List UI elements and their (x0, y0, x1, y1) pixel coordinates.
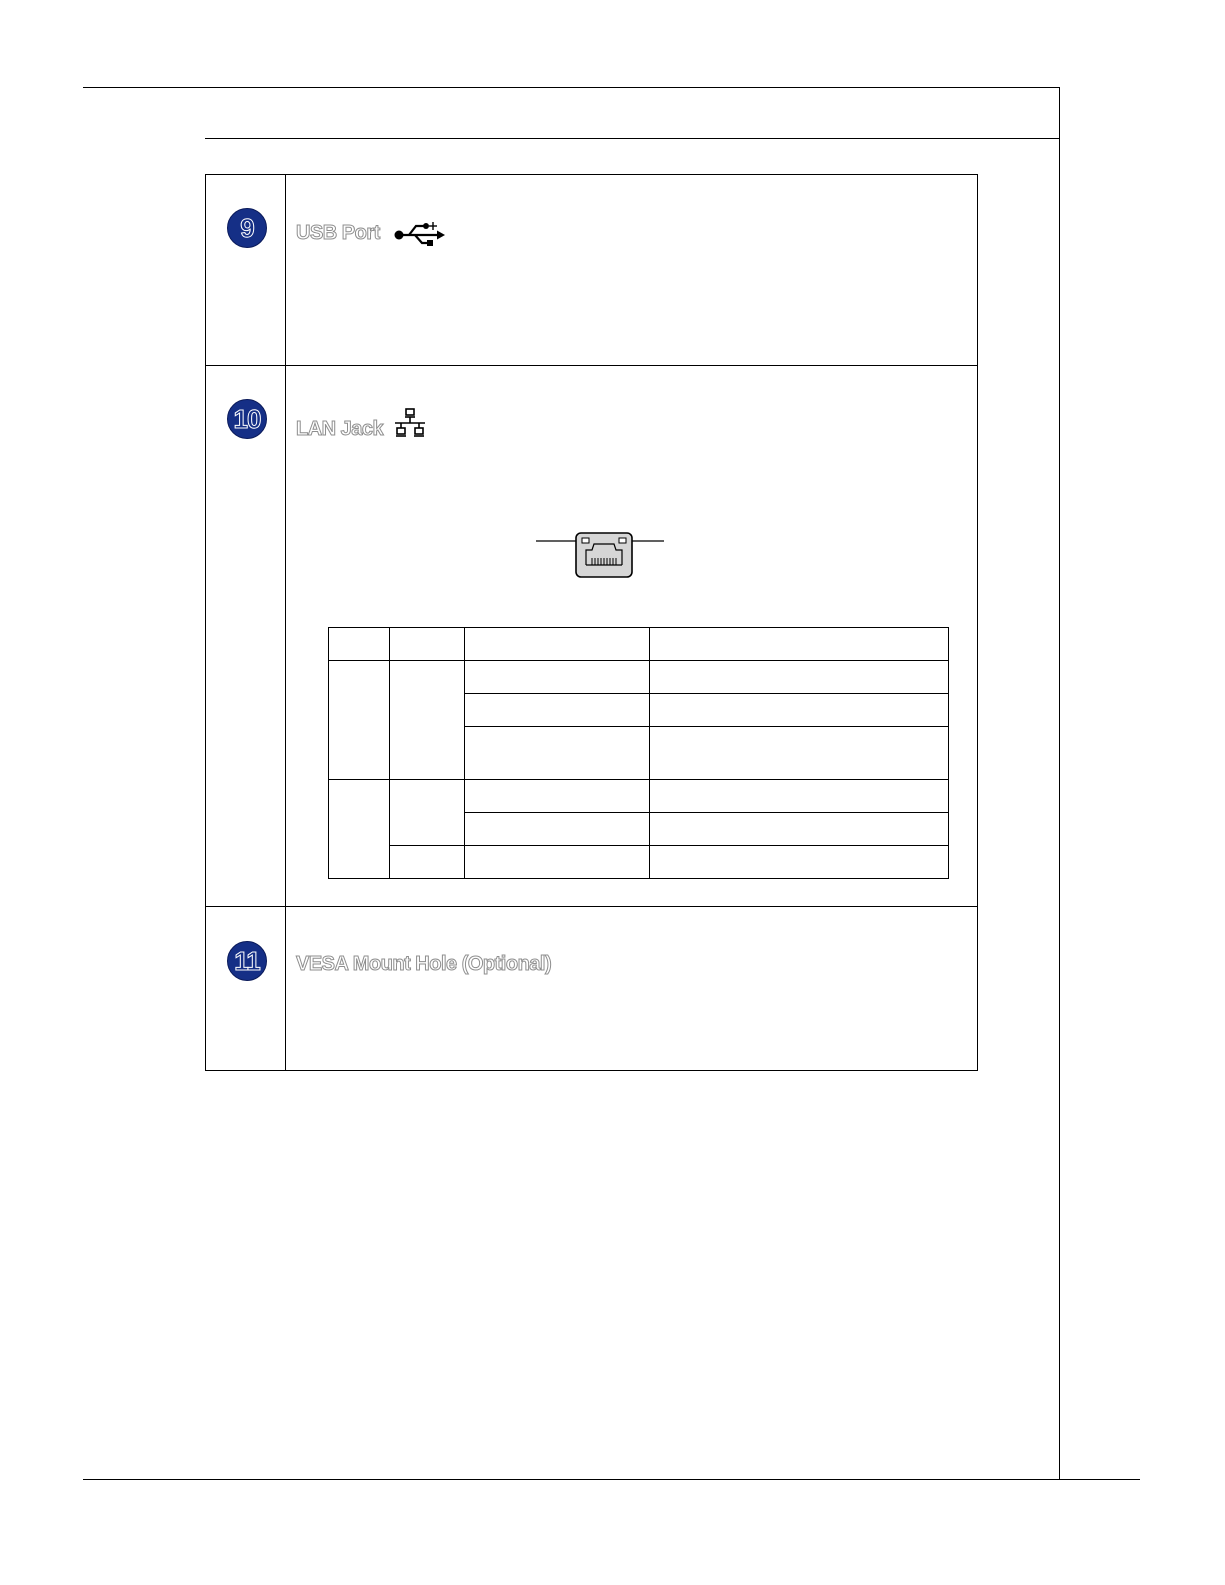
table-header-row (329, 628, 949, 661)
table-cell (650, 661, 949, 694)
table-cell (465, 727, 650, 780)
section-number: 11 (234, 945, 260, 976)
section-lan-jack (205, 365, 978, 907)
table-cell (465, 694, 650, 727)
table-cell (650, 846, 949, 879)
lan-led-table (328, 627, 949, 879)
section-number-badge (227, 941, 267, 981)
table-cell (390, 661, 465, 780)
table-cell (390, 780, 465, 846)
network-icon (394, 408, 426, 442)
table-cell (390, 846, 465, 879)
section-vesa-mount-hole (205, 906, 978, 1071)
table-row (329, 661, 949, 694)
table-cell (329, 628, 390, 661)
section-title: LAN Jack (296, 418, 384, 440)
section-number: 10 (233, 403, 261, 434)
lan-jack-diagram (536, 532, 666, 578)
header-rule (205, 138, 1060, 139)
table-row (329, 846, 949, 879)
section-title: USB Port (296, 222, 380, 244)
table-cell (650, 727, 949, 780)
table-cell (465, 661, 650, 694)
top-rule (83, 87, 1060, 88)
panel-divider (285, 175, 286, 365)
section-number-badge (227, 208, 267, 248)
table-cell (465, 628, 650, 661)
section-title: VESA Mount Hole (Optional) (296, 953, 552, 975)
table-cell (465, 846, 650, 879)
table-cell (650, 780, 949, 813)
section-number-badge (227, 399, 267, 439)
table-cell (329, 661, 390, 780)
table-cell (650, 628, 949, 661)
footer-rule (83, 1479, 1140, 1480)
panel-divider (285, 907, 286, 1070)
section-number: 9 (240, 212, 254, 243)
right-margin-rule (1059, 87, 1060, 1480)
table-cell (329, 780, 390, 879)
table-cell (650, 694, 949, 727)
table-row (329, 780, 949, 813)
table-cell (465, 813, 650, 846)
table-cell (390, 628, 465, 661)
table-cell (650, 813, 949, 846)
usb-icon (393, 221, 445, 247)
section-usb-port (205, 174, 978, 366)
table-cell (465, 780, 650, 813)
panel-divider (285, 366, 286, 906)
